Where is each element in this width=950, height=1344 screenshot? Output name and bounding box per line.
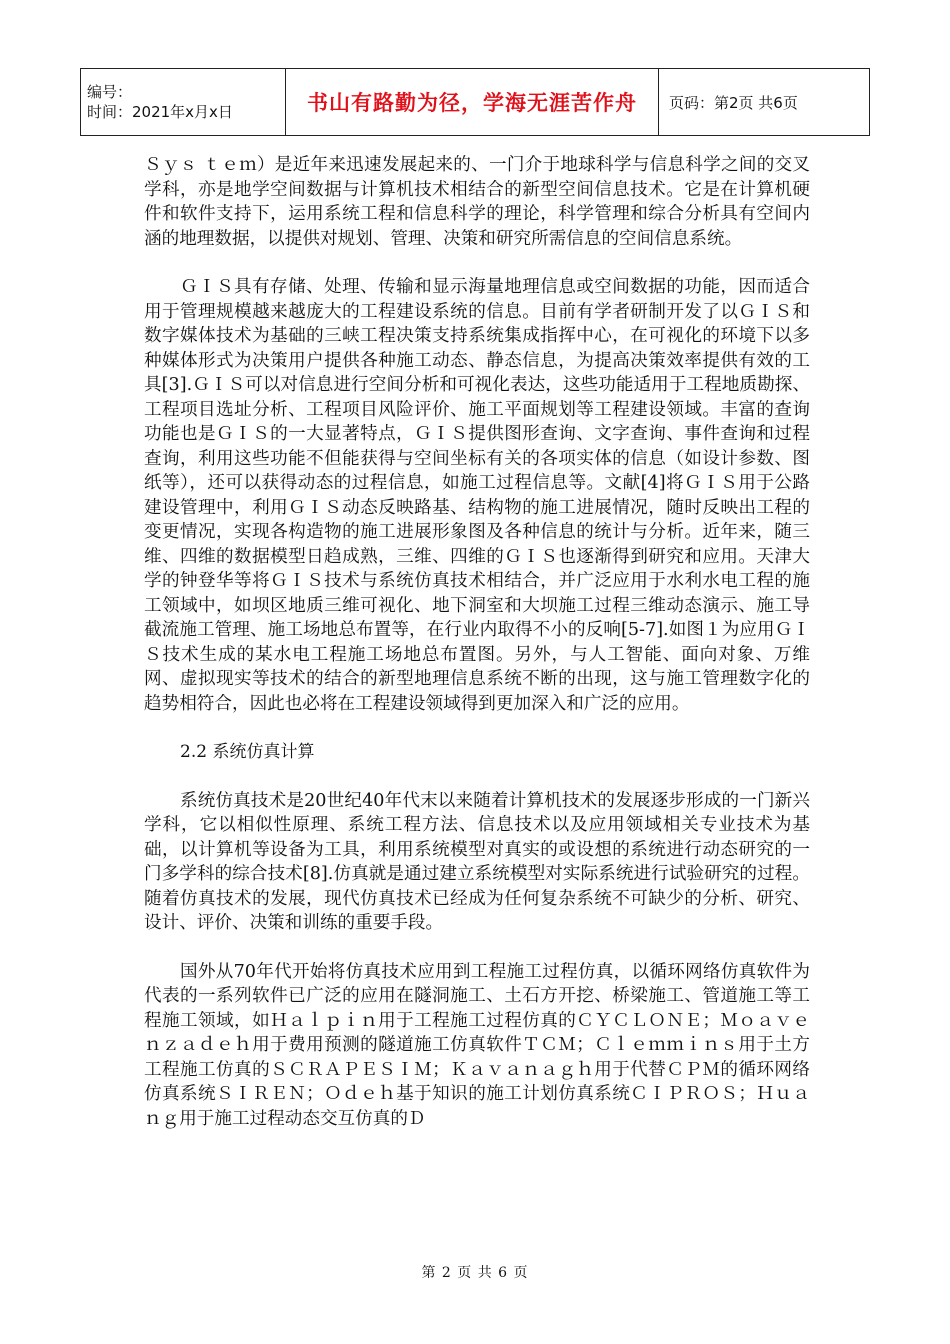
document-body xyxy=(144,153,810,1155)
document-number-label: 编号： xyxy=(87,83,133,101)
document-date-label: 时间：2021年x月x日 xyxy=(87,103,233,121)
header-motto: 书山有路勤为径，学海无涯苦作舟 xyxy=(286,69,659,136)
section-heading: 2.2 系统仿真计算 xyxy=(180,742,315,762)
header-page-label: 页码：第2页 共6页 xyxy=(659,69,870,136)
header-meta-cell xyxy=(81,69,286,136)
body-paragraph: Ｓｙｓ ｔｅｍ）是近年来迅速发展起来的、一门介于地球科学与信息科学之间的交叉学科，亦是地学空间数据与计算机技术相结合的新型空间信息技术。它是在计算机硬件和软件支持下，运用系统工程和信息科学的理论，科学管理和综合分析具有空间内涵的地理数据，以提供对规划、管理、决策和研究所需信息的空间信息系统。 xyxy=(144,155,810,249)
body-paragraph: ＧＩＳ具有存储、处理、传输和显示海量地理信息或空间数据的功能，因而适合用于管理规模越来越庞大的工程建设系统的信息。目前有学者研制开发了以ＧＩＳ和数字媒体技术为基础的三峡工程决策支持系统集成指挥中心，在可视化的环境下以多种媒体形式为决策用户提供各种施工动态、静态信息，为提高决策效率提供有效的工具[3].ＧＩＳ可以对信息进行空间分析和可视化表达，这些功能适用于工程地质勘探、工程项目选址分析、工程项目风险评价、施工平面规划等工程建设领域。丰富的查询功能也是ＧＩＳ的一大显著特点，ＧＩＳ提供图形查询、文字查询、事件查询和过程查询，利用这些功能不但能获得与空间坐标有关的各项实体的信息（如设计参数、图纸等），还可以获得动态的过程信息，如施工过程信息等。文献[4]将ＧＩＳ用于公路建设管理中，利用ＧＩＳ动态反映路基、结构物的施工进展情况，随时反映出工程的变更情况，实现各构造物的施工进展形象图及各种信息的统计与分析。近年来，随三维、四维的数据模型日趋成熟，三维、四维的ＧＩＳ也逐渐得到研究和应用。天津大学的钟登华等将ＧＩＳ技术与系统仿真技术相结合，并广泛应用于水利水电工程的施工领域中，如坝区地质三维可视化、地下洞室和大坝施工过程三维动态演示、施工导截流施工管理、施工场地总布置等，在行业内取得不小的反响[5-7].如图１为应用ＧＩＳ技术生成的某水电工程施工场地总布置图。另外，与人工智能、面向对象、万维网、虚拟现实等技术的结合的新型地理信息系统不断的出现，这与施工管理数字化的趋势相符合，因此也必将在工程建设领域得到更加深入和广泛的应用。 xyxy=(144,277,810,714)
body-paragraph: 系统仿真技术是20世纪40年代末以来随着计算机技术的发展逐步形成的一门新兴学科，它以相似性原理、系统工程方法、信息技术以及应用领域相关专业技术为基础，以计算机等设备为工具，利用系统模型对真实的或设想的系统进行动态研究的一门多学科的综合技术[8].仿真就是通过建立系统模型对实际系统进行试验研究的过程。随着仿真技术的发展，现代仿真技术已经成为任何复杂系统不可缺少的分析、研究、设计、评价、决策和训练的重要手段。 xyxy=(144,790,810,933)
body-paragraph: 国外从70年代开始将仿真技术应用到工程施工过程仿真，以循环网络仿真软件为代表的一系列软件已广泛的应用在隧洞施工、土石方开挖、桥梁施工、管道施工等工程施工领域，如Ｈａｌｐｉｎ用于工程施工过程仿真的ＣＹＣＬＯＮＥ；Ｍｏａｖｅｎｚａｄｅｈ用于费用预测的隧道施工仿真软件ＴＣＭ；Ｃｌｅｍｍｉｎｓ用于土方工程施工仿真的ＳＣＲＡＰＥＳＩＭ；Ｋａｖａｎａｇｈ用于代替ＣＰＭ的循环网络仿真系统ＳＩＲＥＮ；Ｏｄｅｈ基于知识的施工计划仿真系统ＣＩＰＲＯＳ；Ｈｕａｎｇ用于施工过程动态交互仿真的Ｄ xyxy=(144,961,810,1129)
page-footer: 第 2 页 共 6 页 xyxy=(421,1265,529,1281)
document-header xyxy=(80,68,870,136)
